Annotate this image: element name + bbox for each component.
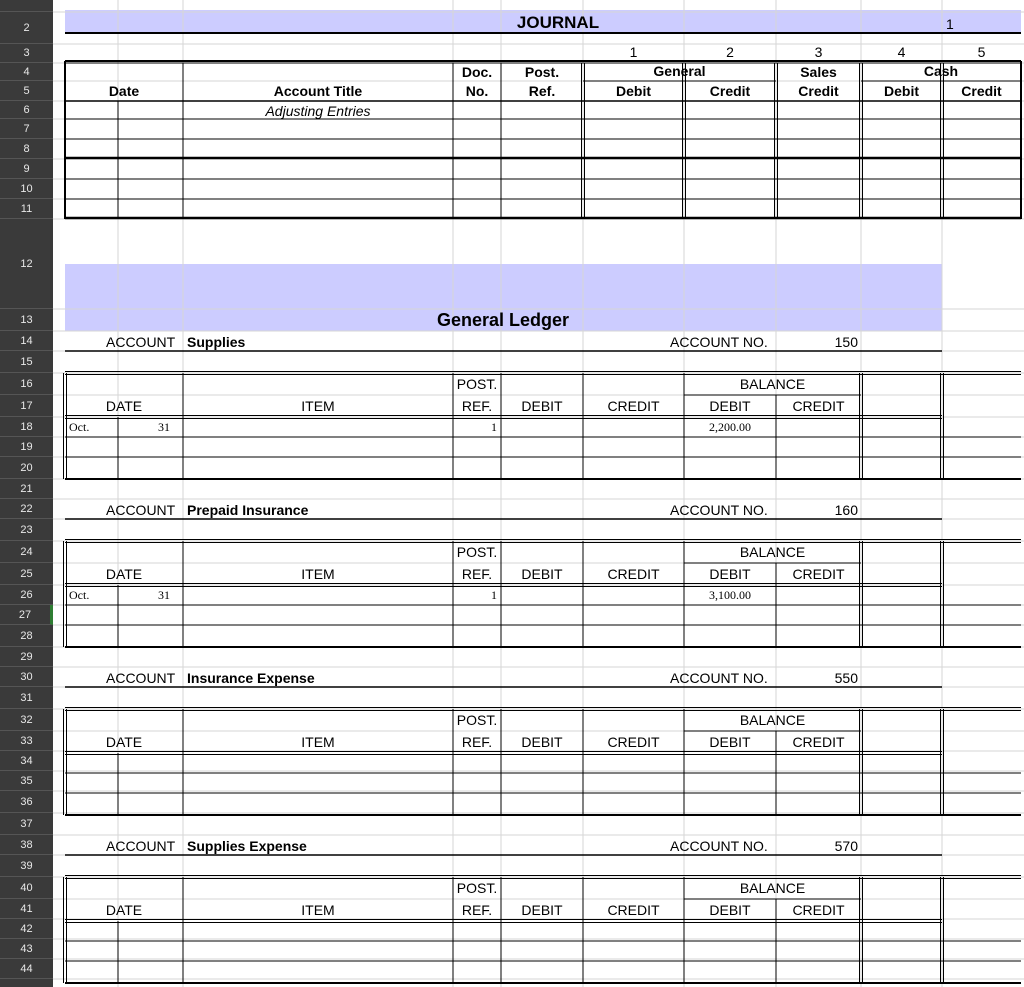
balance-header: BALANCE	[739, 880, 806, 896]
account-name: Supplies	[187, 334, 246, 350]
post-ref-header: REF.	[461, 566, 493, 582]
balance-header: BALANCE	[739, 544, 806, 560]
row-header-top	[0, 0, 53, 12]
ledger-title: General Ledger	[436, 310, 570, 330]
column-number: 4	[897, 44, 906, 60]
credit-header: CREDIT	[607, 398, 660, 414]
row-header[interactable]: 41	[0, 899, 53, 919]
row-header[interactable]: 31	[0, 687, 53, 709]
account-no-label: ACCOUNT NO.	[670, 670, 768, 686]
row-header[interactable]: 26	[0, 585, 53, 605]
date-header: DATE	[105, 566, 143, 582]
account-no-label: ACCOUNT NO.	[670, 334, 768, 350]
row-headers	[0, 0, 53, 987]
date-header: DATE	[105, 398, 143, 414]
post-ref-header: Ref.	[528, 83, 556, 99]
row-header[interactable]: 25	[0, 563, 53, 585]
balance-header: BALANCE	[739, 712, 806, 728]
row-header[interactable]: 44	[0, 959, 53, 979]
row-header[interactable]: 24	[0, 541, 53, 563]
row-header[interactable]: 5	[0, 81, 53, 101]
account-no-label: ACCOUNT NO.	[670, 502, 768, 518]
row-header[interactable]: 37	[0, 813, 53, 835]
post-ref-header: Post.	[524, 64, 560, 80]
row-header[interactable]: 15	[0, 351, 53, 373]
row-header[interactable]: 19	[0, 437, 53, 457]
date-header: DATE	[105, 902, 143, 918]
column-number: 5	[977, 44, 986, 60]
row-header[interactable]: 20	[0, 457, 53, 479]
debit-header: DEBIT	[521, 734, 563, 750]
row-header[interactable]: 6	[0, 101, 53, 119]
row-header[interactable]: 32	[0, 709, 53, 731]
balance-debit-header: DEBIT	[709, 734, 751, 750]
row-header[interactable]: 40	[0, 877, 53, 899]
row-header[interactable]: 36	[0, 791, 53, 813]
row-header[interactable]: 14	[0, 331, 53, 351]
post-ref-header: REF.	[461, 902, 493, 918]
row-header[interactable]: 10	[0, 179, 53, 199]
row-header[interactable]: 35	[0, 771, 53, 791]
post-ref-header: POST.	[456, 880, 498, 896]
journal-account-title-header: Account Title	[273, 83, 363, 99]
item-header: ITEM	[301, 734, 335, 750]
row-header[interactable]: 21	[0, 479, 53, 499]
account-number: 570	[834, 838, 858, 854]
post-ref-header: POST.	[456, 376, 498, 392]
account-number: 160	[834, 502, 858, 518]
doc-header: No.	[465, 83, 489, 99]
sales-credit-header: Credit	[798, 83, 839, 99]
date-header: DATE	[105, 734, 143, 750]
row-header[interactable]: 18	[0, 417, 53, 437]
journal-title: JOURNAL	[516, 13, 600, 32]
row-header[interactable]: 3	[0, 44, 53, 63]
item-header: ITEM	[301, 902, 335, 918]
row-header[interactable]: 43	[0, 939, 53, 959]
account-label: ACCOUNT	[106, 502, 176, 518]
row-header[interactable]: 30	[0, 667, 53, 687]
balance-debit-header: DEBIT	[709, 566, 751, 582]
column-number: 2	[726, 44, 734, 60]
item-header: ITEM	[301, 398, 335, 414]
post-ref-header: REF.	[461, 734, 493, 750]
entry-balance-debit: 2,200.00	[709, 420, 751, 434]
row-header[interactable]: 2	[0, 12, 53, 44]
account-number: 550	[834, 670, 858, 686]
row-header[interactable]: 42	[0, 919, 53, 939]
row-header[interactable]: 39	[0, 855, 53, 877]
row-header[interactable]: 22	[0, 499, 53, 519]
balance-credit-header: CREDIT	[792, 734, 845, 750]
credit-header: CREDIT	[607, 566, 660, 582]
entry-day: 31	[158, 420, 170, 434]
balance-debit-header: DEBIT	[709, 902, 751, 918]
row-header[interactable]: 13	[0, 309, 53, 331]
entry-balance-debit: 3,100.00	[709, 588, 751, 602]
row-header[interactable]: 38	[0, 835, 53, 855]
row-header[interactable]: 33	[0, 731, 53, 751]
account-label: ACCOUNT	[106, 838, 176, 854]
row-header[interactable]: 29	[0, 647, 53, 667]
column-number: 1	[629, 44, 638, 60]
general-header: General	[653, 63, 706, 79]
journal-page-number: 1	[946, 16, 954, 32]
row-header[interactable]: 7	[0, 119, 53, 139]
debit-header: DEBIT	[521, 902, 563, 918]
account-name: Prepaid Insurance	[187, 502, 309, 518]
entry-month: Oct.	[69, 588, 90, 602]
account-label: ACCOUNT	[106, 670, 176, 686]
entry-day: 31	[158, 588, 170, 602]
row-header[interactable]: 28	[0, 625, 53, 647]
account-no-label: ACCOUNT NO.	[670, 838, 768, 854]
row-header[interactable]: 11	[0, 199, 53, 219]
adjusting-entries-label: Adjusting Entries	[265, 103, 371, 119]
credit-header: CREDIT	[607, 902, 660, 918]
row-header[interactable]: 12	[0, 219, 53, 309]
entry-month: Oct.	[69, 420, 90, 434]
cash-header: Cash	[923, 63, 959, 79]
balance-header: BALANCE	[739, 376, 806, 392]
cash-credit-header: Credit	[961, 83, 1002, 99]
row-header[interactable]: 8	[0, 139, 53, 159]
balance-credit-header: CREDIT	[792, 398, 845, 414]
row-header[interactable]: 9	[0, 159, 53, 179]
balance-debit-header: DEBIT	[709, 398, 751, 414]
general-credit-header: Credit	[709, 83, 751, 99]
entry-post-ref: 1	[491, 588, 497, 602]
item-header: ITEM	[301, 566, 335, 582]
post-ref-header: REF.	[461, 398, 493, 414]
column-number: 3	[814, 44, 823, 60]
account-number: 150	[834, 334, 858, 350]
account-name: Insurance Expense	[187, 670, 315, 686]
sales-header: Sales	[800, 64, 837, 80]
credit-header: CREDIT	[607, 734, 660, 750]
spreadsheet-grid[interactable]	[53, 0, 1024, 987]
balance-credit-header: CREDIT	[792, 902, 845, 918]
row-header[interactable]: 16	[0, 373, 53, 395]
row-header[interactable]: 4	[0, 63, 53, 81]
general-debit-header: Debit	[616, 83, 651, 99]
entry-post-ref: 1	[491, 420, 497, 434]
account-name: Supplies Expense	[187, 838, 307, 854]
row-header[interactable]: 17	[0, 395, 53, 417]
cash-debit-header: Debit	[884, 83, 919, 99]
journal-date-header: Date	[108, 83, 140, 99]
account-label: ACCOUNT	[106, 334, 176, 350]
post-ref-header: POST.	[456, 712, 498, 728]
debit-header: DEBIT	[521, 566, 563, 582]
balance-credit-header: CREDIT	[792, 566, 845, 582]
debit-header: DEBIT	[521, 398, 563, 414]
post-ref-header: POST.	[456, 544, 498, 560]
row-header[interactable]: 27	[0, 605, 53, 625]
doc-header: Doc.	[461, 64, 493, 80]
row-header[interactable]: 34	[0, 751, 53, 771]
row-header[interactable]: 23	[0, 519, 53, 541]
